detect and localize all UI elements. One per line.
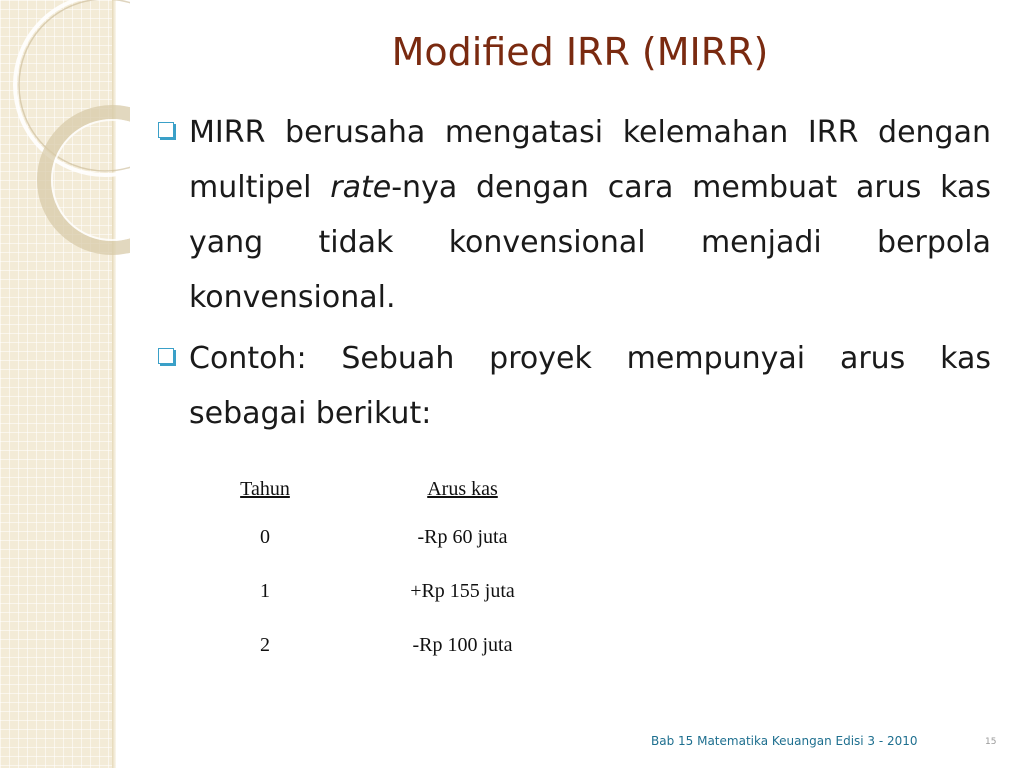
bullet-list: [158, 105, 991, 447]
table-row: [210, 510, 605, 564]
bullet-text: [189, 331, 991, 441]
column-header-cash-flow: Arus kas: [427, 478, 498, 500]
page-number: 15: [985, 737, 997, 747]
square-bullet-icon: [158, 348, 174, 364]
slide-title: Modified IRR (MIRR): [391, 30, 769, 74]
table-cell-year: 2: [260, 633, 270, 656]
bullet-text: [189, 105, 991, 325]
square-bullet-icon: [158, 122, 174, 138]
bullet-text-part: MIRR berusaha mengatasi kelemahan IRR dengan multipel: [189, 115, 991, 205]
decorative-rings: [0, 0, 130, 320]
table-cell-cash-flow: +Rp 155 juta: [410, 579, 515, 602]
bullet-item-mirr: [158, 105, 991, 325]
table-row: [210, 618, 605, 672]
bullet-item-example: [158, 331, 991, 441]
slide-footer: Bab 15 Matematika Keuangan Edisi 3 - 2010: [651, 734, 918, 748]
table-header-row: [210, 478, 605, 510]
table-cell-cash-flow: -Rp 60 juta: [417, 525, 508, 548]
table-cell-year: 0: [260, 525, 270, 548]
table-cell-cash-flow: -Rp 100 juta: [412, 633, 513, 656]
bullet-text-part: -nya dengan cara membuat arus kas yang tidak konvensional menjadi berpola konvensional.: [189, 170, 991, 315]
table-row: [210, 564, 605, 618]
bullet-text-italic: rate: [330, 170, 392, 205]
table-cell-year: 1: [260, 579, 270, 602]
bullet-text-part: Contoh: Sebuah proyek mempunyai arus kas sebagai berikut:: [189, 341, 991, 431]
column-header-year: Tahun: [240, 478, 290, 500]
cash-flow-table: [210, 478, 605, 672]
